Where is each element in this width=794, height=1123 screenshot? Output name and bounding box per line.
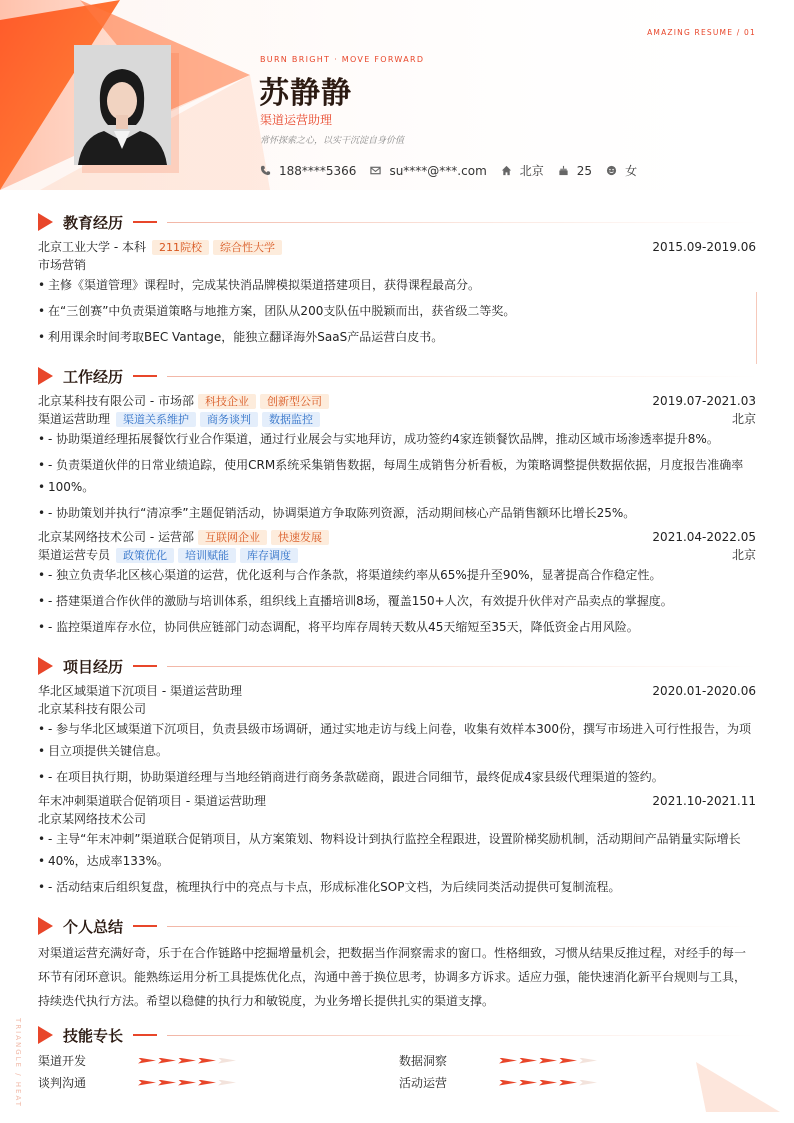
city-text: 北京 [519,164,544,178]
avatar-photo [74,45,171,165]
title-dash [133,1034,157,1036]
skill-level [499,1058,599,1064]
skill-level [138,1080,238,1086]
company-name: 北京某网络技术公司 - 运营部 [38,530,194,544]
phone-text: 188****5366 [279,163,357,178]
skill-bar-segment [579,1080,597,1086]
tag: 综合性大学 [213,240,282,255]
person-name: 苏静静 [259,76,352,111]
list-item: • - 监控渠道库存水位，协同供应链部门动态调配，将平均库存周转天数从45天缩短至35天，降低资金占用风险。 [38,616,756,638]
section-title: 个人总结 [63,917,124,936]
title-line [167,926,758,927]
title-line [167,666,758,667]
title-line [167,376,758,377]
title-dash [133,665,157,667]
title-dash [133,375,157,377]
summary-text [38,941,756,1013]
cake-icon [558,165,569,176]
project-date: 2020.01-2020.06 [652,684,756,698]
list-item-cont [38,476,756,498]
gender-icon [606,165,617,176]
skill-bar-segment [539,1080,557,1086]
top-tag: AMAZING RESUME / 01 [647,28,756,37]
triangle-icon [38,917,53,935]
triangle-icon [38,213,53,231]
list-item-cont [38,740,756,762]
work-header [38,529,756,545]
list-item: • - 活动结束后组织复盘，梳理执行中的亮点与卡点，形成标准化SOP文档，为后续同类活动提供可复制流程。 [38,876,756,898]
work-city: 北京 [731,412,756,426]
tag: 创新型公司 [260,394,329,409]
skill-level [138,1058,238,1064]
contact-email [370,164,486,178]
section-education [38,212,758,232]
skill-bar-segment [178,1080,196,1086]
list-item: • - 协助渠道经理拓展餐饮行业合作渠道，通过行业展会与实地拜访，成功签约4家连锁餐饮品牌，推动区域市场渗透率提升8%。 [38,428,756,450]
triangle-icon [38,1026,53,1044]
skill-name: 渠道开发 [38,1054,87,1068]
corner-decoration [690,1060,790,1115]
work-city: 北京 [731,548,756,562]
skill-bar-segment [178,1058,196,1064]
age-text: 25 [576,163,593,178]
section-projects [38,656,758,676]
list-item: • 利用课余时间考取BEC Vantage，能独立翻译海外SaaS产品运营白皮书。 [38,326,756,348]
skill-bar-segment [559,1058,577,1064]
tag: 库存调度 [240,548,298,563]
section-title: 技能专长 [63,1026,124,1045]
skill-bar-segment [218,1058,236,1064]
skill-level [499,1080,599,1086]
phone-icon [260,165,271,176]
edu-header [38,239,756,255]
work-title-row [38,547,756,563]
skill-bar-segment [158,1058,176,1064]
skill-bar-segment [559,1080,577,1086]
skill-bar-segment [198,1058,216,1064]
skill-bar-segment [519,1080,537,1086]
contact-city [501,162,544,179]
contact-age [558,164,592,178]
continuation-text: 100%。 [48,480,95,494]
section-title: 工作经历 [63,367,124,386]
skill-bar-segment [198,1080,216,1086]
continuation-text: 40%，达成率133%。 [48,854,169,868]
work-date: 2021.04-2022.05 [652,530,756,544]
section-work [38,366,758,386]
skill-bar-segment [499,1058,517,1064]
skill-bar-segment [138,1058,156,1064]
skill-bar-segment [499,1080,517,1086]
project-date: 2021.10-2021.11 [652,794,756,808]
skill-bar-segment [519,1058,537,1064]
list-item-cont [38,850,756,872]
gender-text: 女 [625,164,638,178]
title-line [167,222,758,223]
summary-line: 持续迭代执行方法。希望以稳健的执行力和敏锐度，为业务增长提供扎实的渠道支撑。 [38,994,495,1008]
list-item: • - 主导“年末冲刺”渠道联合促销项目，从方案策划、物料设计到执行监控全程跟进，设置阶梯奖励机制，活动期间产品销量实际增长 [38,828,756,850]
list-item: • 在“三创赛”中负责渠道策略与地推方案，团队从200支队伍中脱颖而出，获省级二等奖。 [38,300,756,322]
skill-bar-segment [218,1080,236,1086]
work-title-row [38,411,756,427]
tag: 渠道关系维护 [116,412,196,427]
skill-name: 谈判沟通 [38,1076,87,1090]
title-dash [133,221,157,223]
summary-line: 环节有闭环意识。能熟练运用分析工具提炼优化点，沟通中善于换位思考，协调多方诉求。适应力强，能快速消化新平台规则与工具， [38,970,747,984]
major: 市场营销 [38,258,87,272]
tag: 数据监控 [262,412,320,427]
section-summary [38,916,758,936]
motto: BURN BRIGHT · MOVE FORWARD [260,55,425,64]
list-item: • - 独立负责华北区核心渠道的运营，优化返利与合作条款，将渠道续约率从65%提升至90%，显著提高合作稳定性。 [38,564,756,586]
list-item: • 主修《渠道管理》课程时，完成某快消品牌模拟渠道搭建项目，获得课程最高分。 [38,274,756,296]
tag: 互联网企业 [198,530,267,545]
list-item: • - 协助策划并执行“清凉季”主题促销活动，协调渠道方争取陈列资源，活动期间核心产品销售额环比增长25%。 [38,502,756,524]
project-org: 北京某科技有限公司 [38,702,147,716]
work-title: 渠道运营助理 [38,412,111,426]
contact-phone [260,164,356,178]
edu-major-row [38,257,756,273]
tag: 培训赋能 [178,548,236,563]
tag: 快速发展 [271,530,329,545]
section-title: 项目经历 [63,657,124,676]
project-org-row [38,701,756,717]
skill-bar-segment [579,1058,597,1064]
section-title: 教育经历 [63,213,124,232]
mail-icon [370,165,381,176]
work-title: 渠道运营专员 [38,548,111,562]
side-text: TRIANGLE / HEAT [14,1018,22,1108]
summary-line: 对渠道运营充满好奇，乐于在合作链路中挖掘增量机会，把数据当作洞察需求的窗口。性格细致，习惯从结果反推过程，对经手的每一 [38,946,747,960]
list-item: • - 在项目执行期，协助渠道经理与当地经销商进行商务条款磋商，跟进合同细节，最终促成4家县级代理渠道的签约。 [38,766,756,788]
slogan: 常怀探索之心，以实干沉淀自身价值 [260,136,405,146]
triangle-icon [38,657,53,675]
project-org: 北京某网络技术公司 [38,812,147,826]
skill-item [399,1074,599,1091]
list-item: • - 参与华北区域渠道下沉项目，负责县级市场调研，通过实地走访与线上问卷，收集有效样本300份，撰写市场进入可行性报告，为项 [38,718,756,740]
title-dash [133,925,157,927]
edu-date: 2015.09-2019.06 [652,240,756,254]
skill-bar-segment [138,1080,156,1086]
job-title: 渠道运营助理 [260,113,333,127]
contact-gender [606,162,637,179]
title-line [167,1035,758,1036]
email-text: su****@***.com [389,163,487,178]
home-icon [501,165,512,176]
company-name: 北京某科技有限公司 - 市场部 [38,394,194,408]
tag: 科技企业 [198,394,256,409]
skill-item [38,1052,238,1069]
side-rule [756,292,757,364]
skill-name: 活动运营 [399,1076,448,1090]
list-item: • - 搭建渠道合作伙伴的激励与培训体系，组织线上直播培训8场，覆盖150+人次，有效提升伙伴对产品卖点的掌握度。 [38,590,756,612]
tag: 211院校 [152,240,209,255]
project-header [38,683,756,699]
work-date: 2019.07-2021.03 [652,394,756,408]
tag: 商务谈判 [200,412,258,427]
skill-bar-segment [158,1080,176,1086]
triangle-icon [38,367,53,385]
tag: 政策优化 [116,548,174,563]
school-name: 北京工业大学 - 本科 [38,240,146,254]
project-name: 华北区域渠道下沉项目 - 渠道运营助理 [38,684,242,698]
skill-item [399,1052,599,1069]
project-header [38,793,756,809]
continuation-text: 目立项提供关键信息。 [48,744,169,758]
contact-info [260,162,651,179]
skill-bar-segment [539,1058,557,1064]
project-org-row [38,811,756,827]
project-name: 年末冲刺渠道联合促销项目 - 渠道运营助理 [38,794,266,808]
skill-item [38,1074,238,1091]
skill-name: 数据洞察 [399,1054,448,1068]
list-item: • - 负责渠道伙伴的日常业绩追踪，使用CRM系统采集销售数据，每周生成销售分析看板，为策略调整提供数据依据，月度报告准确率 [38,454,756,476]
work-header [38,393,756,409]
section-skills [38,1025,758,1045]
